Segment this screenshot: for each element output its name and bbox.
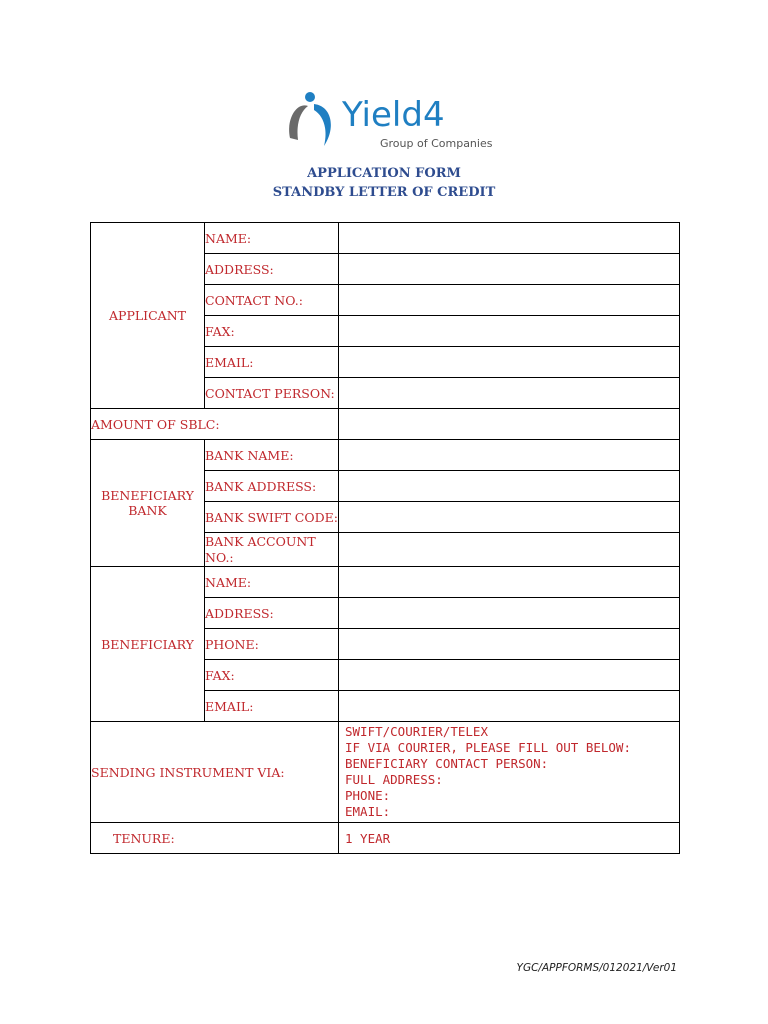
beneficiary-name-label: NAME: xyxy=(205,567,339,598)
applicant-address-field[interactable] xyxy=(339,254,680,285)
tenure-value[interactable]: 1 YEAR xyxy=(339,823,680,854)
beneficiary-phone-field[interactable] xyxy=(339,629,680,660)
beneficiary-email-field[interactable] xyxy=(339,691,680,722)
beneficiary-section-label: BENEFICIARY xyxy=(91,567,205,722)
beneficiary-email-label: EMAIL: xyxy=(205,691,339,722)
form-title: APPLICATION FORM xyxy=(307,166,461,181)
sending-line: SWIFT/COURIER/TELEX xyxy=(345,724,488,739)
sending-line: EMAIL: xyxy=(345,804,391,819)
bank-account-field[interactable] xyxy=(339,533,680,567)
applicant-name-label: NAME: xyxy=(205,223,339,254)
bank-account-label: BANK ACCOUNT NO.: xyxy=(205,533,339,567)
bank-swift-field[interactable] xyxy=(339,502,680,533)
applicant-fax-field[interactable] xyxy=(339,316,680,347)
sending-line: FULL ADDRESS: xyxy=(345,772,443,787)
bank-swift-label: BANK SWIFT CODE: xyxy=(205,502,339,533)
applicant-contact-person-field[interactable] xyxy=(339,378,680,409)
bank-address-label: BANK ADDRESS: xyxy=(205,471,339,502)
applicant-name-field[interactable] xyxy=(339,223,680,254)
applicant-contact-person-label: CONTACT PERSON: xyxy=(205,378,339,409)
applicant-section-label: APPLICANT xyxy=(91,223,205,409)
applicant-address-label: ADDRESS: xyxy=(205,254,339,285)
beneficiary-phone-label: PHONE: xyxy=(205,629,339,660)
beneficiary-fax-field[interactable] xyxy=(339,660,680,691)
bank-address-field[interactable] xyxy=(339,471,680,502)
bank-name-label: BANK NAME: xyxy=(205,440,339,471)
logo-blue-arc-icon xyxy=(314,104,331,146)
beneficiary-address-label: ADDRESS: xyxy=(205,598,339,629)
sending-instrument-field[interactable] xyxy=(339,722,680,823)
amount-field[interactable] xyxy=(339,409,680,440)
amount-label: AMOUNT OF SBLC: xyxy=(91,409,339,440)
sending-line: PHONE: xyxy=(345,788,391,803)
bank-name-field[interactable] xyxy=(339,440,680,471)
applicant-email-field[interactable] xyxy=(339,347,680,378)
applicant-contact-field[interactable] xyxy=(339,285,680,316)
logo-gray-arc-icon xyxy=(289,105,308,140)
tenure-label: TENURE: xyxy=(91,823,339,854)
applicant-fax-label: FAX: xyxy=(205,316,339,347)
form-subtitle: STANDBY LETTER OF CREDIT xyxy=(272,185,496,200)
sending-line: BENEFICIARY CONTACT PERSON: xyxy=(345,756,549,771)
beneficiary-bank-section-label: BENEFICIARY BANK xyxy=(91,440,205,567)
logo-tagline-text: Group of Companies xyxy=(380,137,493,150)
applicant-contact-label: CONTACT NO.: xyxy=(205,285,339,316)
application-form-table xyxy=(90,222,680,854)
sending-line: IF VIA COURIER, PLEASE FILL OUT BELOW: xyxy=(345,740,631,755)
sending-instrument-label: SENDING INSTRUMENT VIA: xyxy=(91,722,339,823)
beneficiary-fax-label: FAX: xyxy=(205,660,339,691)
logo-head-icon xyxy=(305,92,315,102)
form-code: YGC/APPFORMS/012021/Ver01 xyxy=(516,962,677,974)
logo-brand-text: Yield4 xyxy=(342,95,445,135)
applicant-email-label: EMAIL: xyxy=(205,347,339,378)
beneficiary-name-field[interactable] xyxy=(339,567,680,598)
beneficiary-address-field[interactable] xyxy=(339,598,680,629)
company-logo xyxy=(284,88,494,154)
